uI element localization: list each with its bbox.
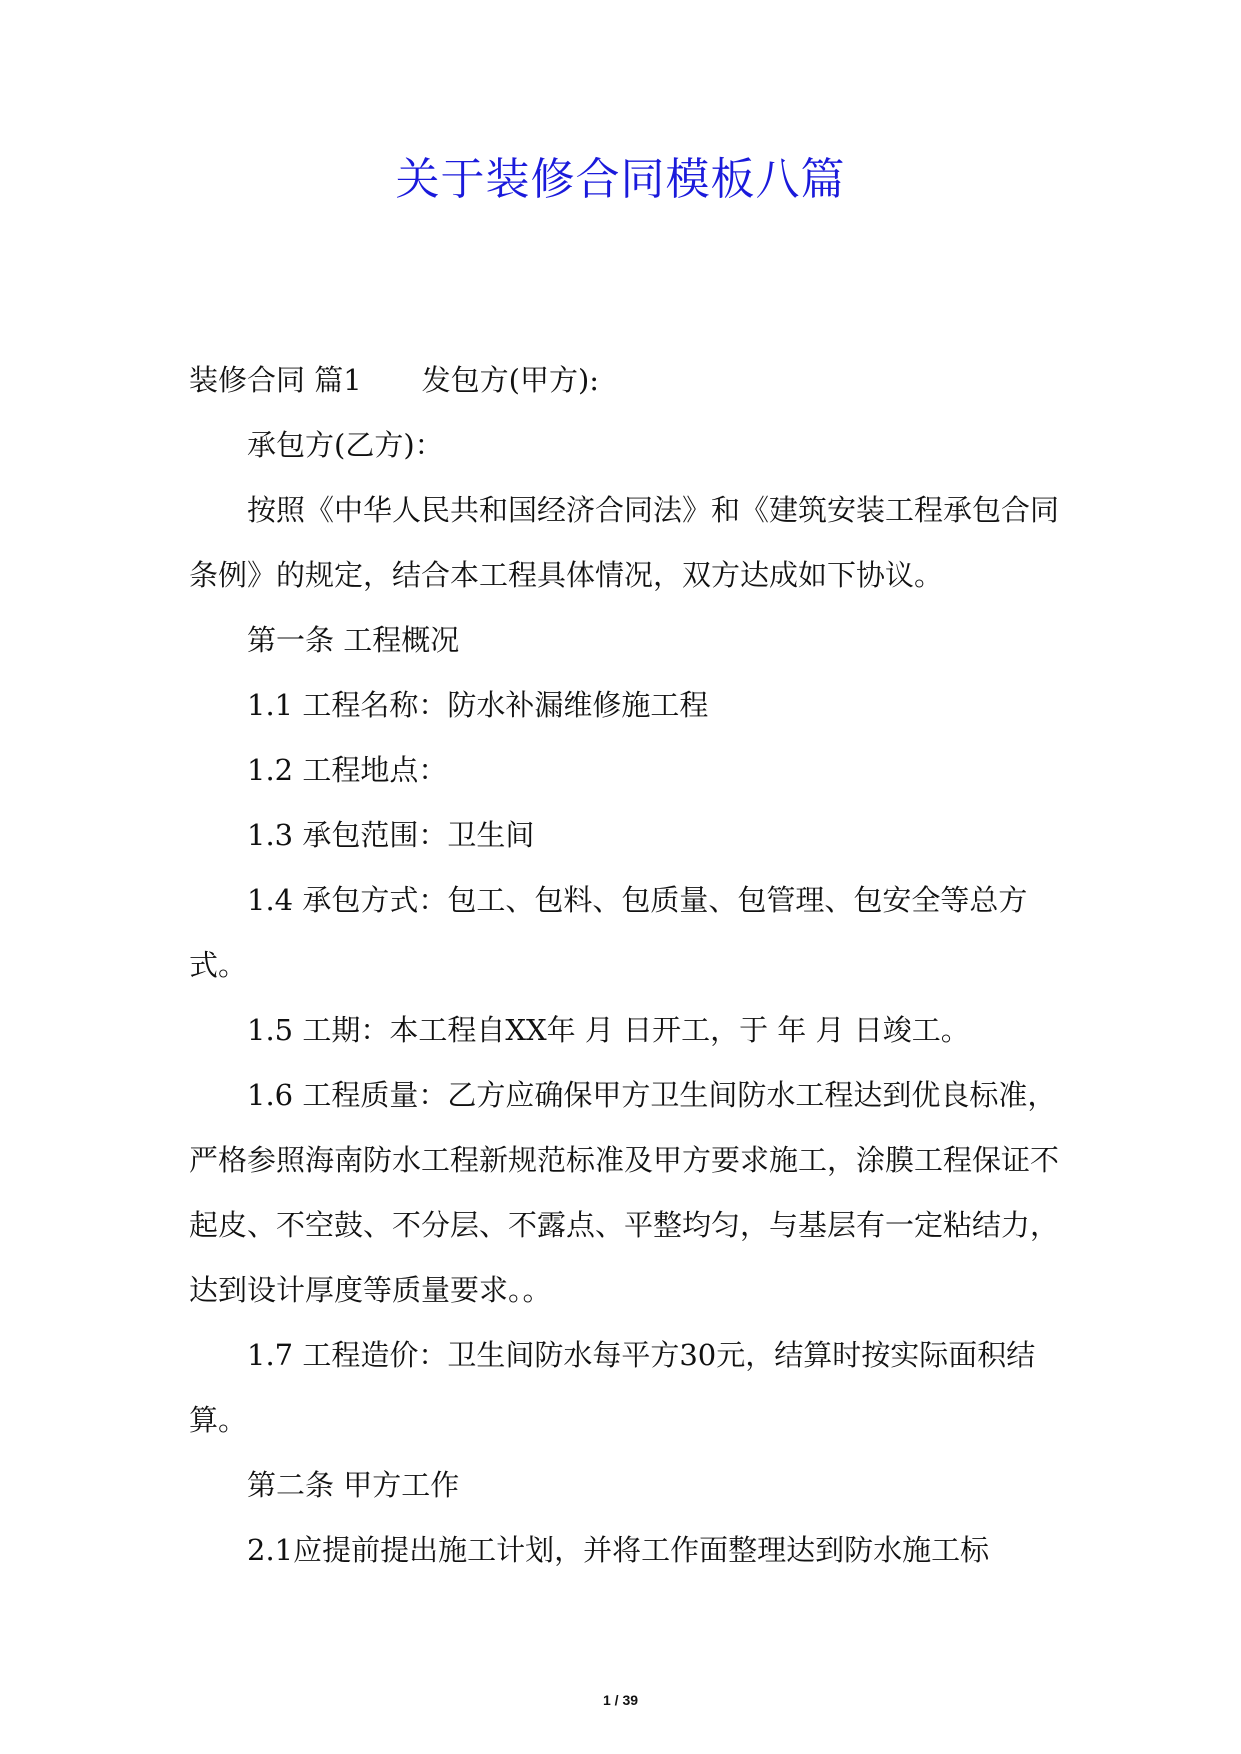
section-heading-1: 第一条 工程概况 <box>247 623 460 657</box>
section-heading-2: 第二条 甲方工作 <box>247 1468 460 1502</box>
contract-heading: 装修合同 篇1 <box>189 363 362 397</box>
clause-1-2: 1.2 工程地点： <box>247 753 448 787</box>
paragraph-intro: 按照《中华人民共和国经济合同法》和《建筑安装工程承包合同条例》的规定，结合本工程具体情况，双方达成如下协议。 <box>189 493 1060 592</box>
clause-2-1: 2.1应提前提出施工计划，并将工作面整理达到防水施工标 <box>247 1533 990 1567</box>
document-body <box>189 348 1059 1583</box>
clause-1-4: 1.4 承包方式：包工、包料、包质量、包管理、包安全等总方式。 <box>189 883 1028 982</box>
paragraph-party-b: 承包方(乙方)： <box>247 428 444 462</box>
document-title: 关于装修合同模板八篇 <box>395 154 846 205</box>
page-number: 1 / 39 <box>602 1692 639 1708</box>
clause-1-1: 1.1 工程名称：防水补漏维修施工程 <box>247 688 709 722</box>
clause-1-6: 1.6 工程质量：乙方应确保甲方卫生间防水工程达到优良标准，严格参照海南防水工程新规范标准及甲方要求施工，涂膜工程保证不起皮、不空鼓、不分层、不露点、平整均匀，与基层有一定粘结力，达到设计厚度等质量要求。。 <box>189 1078 1060 1307</box>
party-a-label: 发包方(甲方): <box>421 363 600 397</box>
paragraph-heading-line <box>189 348 1059 413</box>
clause-1-5: 1.5 工期：本工程自XX年 月 日开工，于 年 月 日竣工。 <box>247 1013 970 1047</box>
clause-1-7: 1.7 工程造价：卫生间防水每平方30元，结算时按实际面积结算。 <box>189 1338 1036 1437</box>
clause-1-3: 1.3 承包范围：卫生间 <box>247 818 535 852</box>
